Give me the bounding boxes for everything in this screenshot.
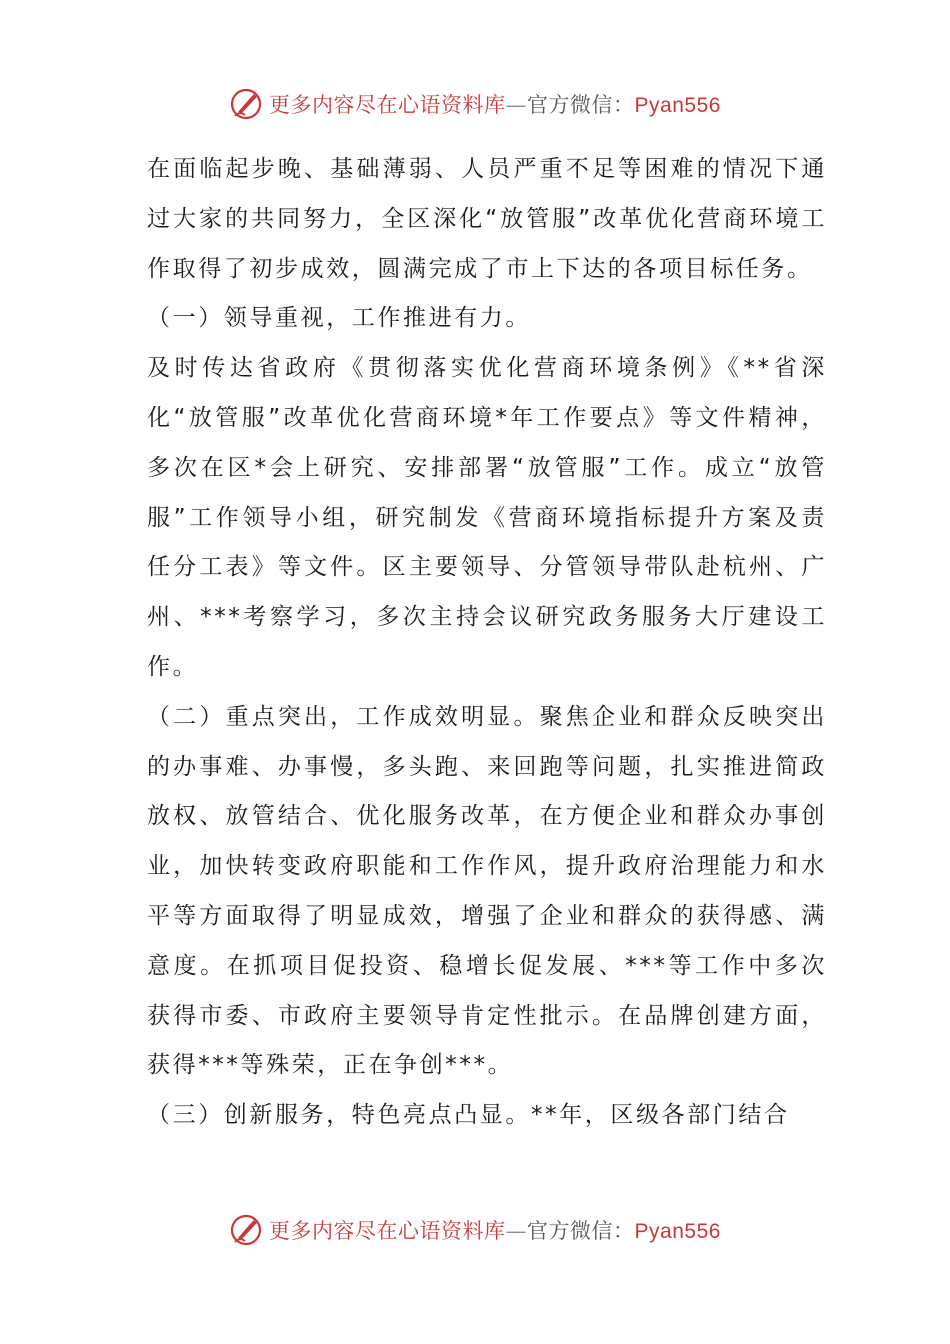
paragraph: 及时传达省政府《贯彻落实优化营商环境条例》《**省深化“放管服”改革优化营商环境*年工作要点》等文件精神，多次在区*会上研究、安排部署“放管服”工作。成立“放管服”工作领导小组，研究制发《营商环境指标提升方案及责任分工表》等文件。区主要领导、分管领导带队赴杭州、广州、***考察学习，多次主持会议研究政务服务大厅建设工作。 xyxy=(147,355,827,680)
header-banner xyxy=(0,84,950,124)
banner-wechat-id: Pyan556 xyxy=(634,94,721,117)
banner-title: 更多内容尽在心语资料库 xyxy=(269,1219,506,1243)
paragraph: （三）创新服务，特色亮点凸显。**年，区级各部门结合 xyxy=(147,1102,790,1129)
banner-wechat-label: 官方微信： xyxy=(527,1219,635,1243)
section-heading: （一）领导重视，工作推进有力。 xyxy=(147,305,531,332)
banner-dash: — xyxy=(505,1219,528,1243)
paragraph: （二）重点突出，工作成效明显。聚焦企业和群众反映突出的办事难、办事慢，多头跑、来回跑等问题，扎实推进简政放权、放管结合、优化服务改革，在方便企业和群众办事创业，加快转变政府职能和工作作风，提升政府治理能力和水平等方面取得了明显成效，增强了企业和群众的获得感、满意度。在抓项目促投资、稳增长促发展、***等工作中多次获得市委、市政府主要领导肯定性批示。在品牌创建方面，获得***等殊荣，正在争创***。 xyxy=(147,703,827,1079)
banner-title: 更多内容尽在心语资料库 xyxy=(269,93,506,117)
banner-dash: — xyxy=(505,93,528,117)
pen-seal-icon xyxy=(229,87,263,121)
banner-wechat-label: 官方微信： xyxy=(527,93,635,117)
banner-wechat-id: Pyan556 xyxy=(634,1220,721,1243)
footer-banner xyxy=(0,1210,950,1250)
paragraph: 在面临起步晚、基础薄弱、人员严重不足等困难的情况下通过大家的共同努力，全区深化“放管服”改革优化营商环境工作取得了初步成效，圆满完成了市上下达的各项目标任务。 xyxy=(147,156,827,282)
document-body xyxy=(147,145,827,1141)
pen-seal-icon xyxy=(229,1213,263,1247)
